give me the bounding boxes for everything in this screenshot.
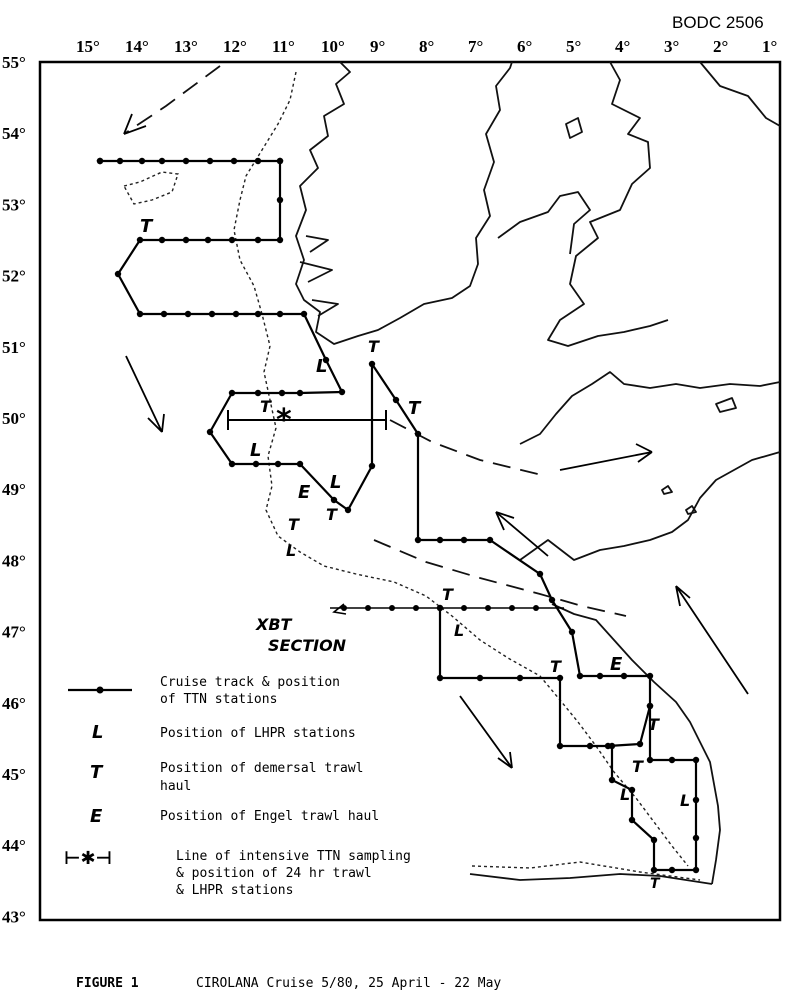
- ttn-station-dot: [255, 390, 261, 396]
- ttn-station-dot: [577, 673, 583, 679]
- ttn-station-dot: [229, 461, 235, 467]
- ttn-station-dot: [207, 158, 213, 164]
- latitude-label: 44°: [2, 836, 26, 856]
- ttn-station-dot: [651, 867, 657, 873]
- ttn-station-dot: [297, 461, 303, 467]
- latitude-label: 51°: [2, 337, 26, 357]
- ttn-station-dot: [477, 675, 483, 681]
- figure-number: FIGURE 1: [76, 976, 139, 991]
- lhpr-mark: L: [316, 356, 328, 377]
- trawl-mark: T: [648, 715, 659, 734]
- longitude-label: 5°: [566, 37, 582, 56]
- longitude-label: 4°: [615, 37, 631, 56]
- ttn-station-dot: [693, 835, 699, 841]
- legend-demersal-line1: Position of demersal trawl: [160, 761, 364, 776]
- ttn-station-dot: [277, 237, 283, 243]
- ttn-station-dot: [137, 237, 143, 243]
- ttn-station-dot: [461, 537, 467, 543]
- longitude-label: 10°: [321, 37, 345, 56]
- legend-lhpr-symbol: L: [92, 722, 104, 743]
- xbt-station-dot: [461, 605, 467, 611]
- trawl-mark: T: [140, 216, 153, 237]
- channel-islands: [662, 486, 696, 514]
- legend-engel-symbol: E: [90, 806, 103, 827]
- ttn-station-dot: [331, 497, 337, 503]
- ttn-station-dot: [255, 158, 261, 164]
- xbt-label-line2: SECTION: [268, 636, 347, 655]
- isle-of-wight: [716, 398, 736, 412]
- spain-north-coast: [470, 874, 712, 884]
- latitude-label: 54°: [2, 124, 26, 144]
- trawl-mark: T: [550, 657, 561, 676]
- ttn-station-dot: [205, 237, 211, 243]
- xbt-station-dot: [533, 605, 539, 611]
- ttn-station-dot: [537, 571, 543, 577]
- map-frame: [40, 62, 780, 920]
- ttn-station-dot: [115, 271, 121, 277]
- xbt-label-line1: XBT: [256, 615, 292, 634]
- ttn-station-dot: [255, 237, 261, 243]
- ttn-station-dot: [345, 507, 351, 513]
- longitude-label: 2°: [713, 37, 729, 56]
- ttn-station-dot: [647, 673, 653, 679]
- legend-lhpr-text: Position of LHPR stations: [160, 726, 356, 741]
- ttn-station-dot: [369, 463, 375, 469]
- lhpr-mark: L: [620, 785, 631, 804]
- france-north-coast: [520, 452, 780, 560]
- ttn-station-dot: [669, 757, 675, 763]
- ttn-station-dot: [693, 757, 699, 763]
- latitude-label: 55°: [2, 53, 26, 72]
- longitude-label: 12°: [223, 37, 247, 56]
- trawl-mark: T: [260, 397, 271, 416]
- xbt-station-dot: [365, 605, 371, 611]
- wales-coast: [498, 192, 590, 254]
- ttn-station-dot: [255, 311, 261, 317]
- ttn-station-dot: [233, 311, 239, 317]
- ttn-station-dot: [275, 461, 281, 467]
- ttn-station-dot: [693, 797, 699, 803]
- engel-mark: E: [298, 482, 311, 503]
- ttn-station-dot: [183, 237, 189, 243]
- xbt-station-dot: [341, 605, 347, 611]
- intensive-sampling-line: [228, 410, 386, 430]
- latitude-label: 43°: [2, 907, 26, 927]
- ttn-station-dot: [393, 397, 399, 403]
- ttn-station-dot: [339, 389, 345, 395]
- longitude-label: 13°: [174, 37, 198, 56]
- ttn-station-dot: [647, 703, 653, 709]
- ttn-station-dot: [487, 537, 493, 543]
- legend-engel-text: Position of Engel trawl haul: [160, 809, 380, 824]
- england-south-coast: [520, 372, 780, 444]
- ttn-station-dot: [669, 867, 675, 873]
- england-east-coast: [700, 62, 780, 126]
- ttn-station-dot: [415, 537, 421, 543]
- latitude-label: 53°: [2, 195, 26, 215]
- direction-arrows: [124, 114, 748, 768]
- trawl-mark: T: [408, 398, 421, 419]
- latitude-label: 47°: [2, 622, 26, 642]
- longitude-label: 14°: [125, 37, 149, 56]
- legend-intensive-line1: Line of intensive TTN sampling: [176, 849, 411, 864]
- xbt-station-dot: [509, 605, 515, 611]
- ttn-station-dot: [597, 673, 603, 679]
- ttn-station-dot: [415, 431, 421, 437]
- britain-west-coast: [548, 62, 668, 346]
- legend-track-line1: Cruise track & position: [160, 675, 341, 690]
- latitude-label: 48°: [2, 551, 26, 571]
- ttn-station-dot: [693, 867, 699, 873]
- legend-intensive-line2: & position of 24 hr trawl: [176, 866, 372, 881]
- latitude-label: 50°: [2, 409, 26, 428]
- bodc-code: BODC 2506: [672, 13, 764, 32]
- xbt-station-dot: [437, 605, 443, 611]
- ttn-station-dot: [137, 311, 143, 317]
- ttn-station-dot: [369, 361, 375, 367]
- engel-mark: E: [610, 654, 623, 675]
- cruise-track: [100, 161, 650, 746]
- xbt-station-dot: [485, 605, 491, 611]
- legend-intensive-symbol: ⊢✱⊣: [64, 848, 112, 869]
- ttn-station-dot: [629, 817, 635, 823]
- ttn-station-dot: [207, 429, 213, 435]
- latitude-label: 52°: [2, 266, 26, 286]
- lhpr-mark: L: [680, 791, 691, 810]
- ttn-station-dot: [651, 837, 657, 843]
- trawl-mark: T: [288, 515, 299, 534]
- ttn-station-dot: [279, 390, 285, 396]
- ttn-station-dot: [557, 743, 563, 749]
- trawl-mark: T: [632, 757, 643, 776]
- legend-demersal-line2: haul: [160, 779, 192, 794]
- ttn-station-dot: [277, 197, 283, 203]
- latitude-label: 49°: [2, 480, 26, 500]
- ttn-station-dot: [117, 158, 123, 164]
- ttn-station-dot: [517, 675, 523, 681]
- longitude-axis: [76, 37, 800, 56]
- ttn-station-dot: [437, 537, 443, 543]
- ttn-station-dot: [437, 675, 443, 681]
- ttn-station-dot: [253, 461, 259, 467]
- ttn-station-dot: [277, 158, 283, 164]
- xbt-station-dot: [389, 605, 395, 611]
- trawl-mark: T: [368, 337, 379, 356]
- legend-demersal-symbol: T: [90, 762, 103, 783]
- trawl-mark: T: [650, 876, 660, 892]
- ttn-station-dot: [183, 158, 189, 164]
- longitude-label: 7°: [468, 37, 484, 56]
- longitude-label: 6°: [517, 37, 533, 56]
- trawl-mark: T: [442, 585, 453, 604]
- legend-track-line2: of TTN stations: [160, 692, 278, 707]
- longitude-label: 3°: [664, 37, 680, 56]
- ttn-station-dot: [159, 158, 165, 164]
- trawl-mark: T: [326, 505, 337, 524]
- ttn-station-dot: [647, 757, 653, 763]
- ttn-station-dot: [587, 743, 593, 749]
- ttn-station-dot: [301, 311, 307, 317]
- sampling-star-mark: *: [276, 403, 292, 438]
- latitude-label: 45°: [2, 765, 26, 784]
- ttn-station-dot: [139, 158, 145, 164]
- ttn-station-dot: [185, 311, 191, 317]
- figure-caption: CIROLANA Cruise 5/80, 25 April - 22 May: [196, 976, 502, 991]
- ttn-station-dot: [229, 390, 235, 396]
- ttn-station-dot: [637, 741, 643, 747]
- lhpr-mark: L: [286, 541, 297, 560]
- ttn-station-dot: [569, 629, 575, 635]
- lhpr-mark: L: [330, 472, 342, 493]
- longitude-label: 9°: [370, 37, 386, 56]
- lhpr-mark: L: [250, 440, 262, 461]
- longitude-label: 15°: [76, 37, 100, 56]
- ttn-station-dot: [159, 237, 165, 243]
- ttn-station-dot: [609, 743, 615, 749]
- ttn-station-dot: [297, 390, 303, 396]
- ttn-station-dot: [209, 311, 215, 317]
- latitude-label: 46°: [2, 693, 26, 713]
- ttn-station-dot: [97, 158, 103, 164]
- legend: [64, 675, 411, 898]
- ttn-station-dot: [549, 597, 555, 603]
- map-symbols: [140, 216, 690, 892]
- ttn-station-dot: [231, 158, 237, 164]
- ttn-station-dot: [609, 777, 615, 783]
- legend-intensive-line3: & LHPR stations: [176, 883, 294, 898]
- lhpr-mark: L: [454, 621, 465, 640]
- ttn-station-dot: [277, 311, 283, 317]
- depth-contour: [124, 72, 700, 880]
- lough-neagh: [566, 118, 582, 138]
- ttn-station-dot: [161, 311, 167, 317]
- latitude-axis: [2, 53, 26, 926]
- ttn-station-dot: [229, 237, 235, 243]
- longitude-label: 11°: [272, 37, 295, 56]
- xbt-station-dot: [413, 605, 419, 611]
- longitude-label: 8°: [419, 37, 435, 56]
- ireland-inlets: [300, 236, 338, 316]
- longitude-label: 1°: [762, 37, 778, 56]
